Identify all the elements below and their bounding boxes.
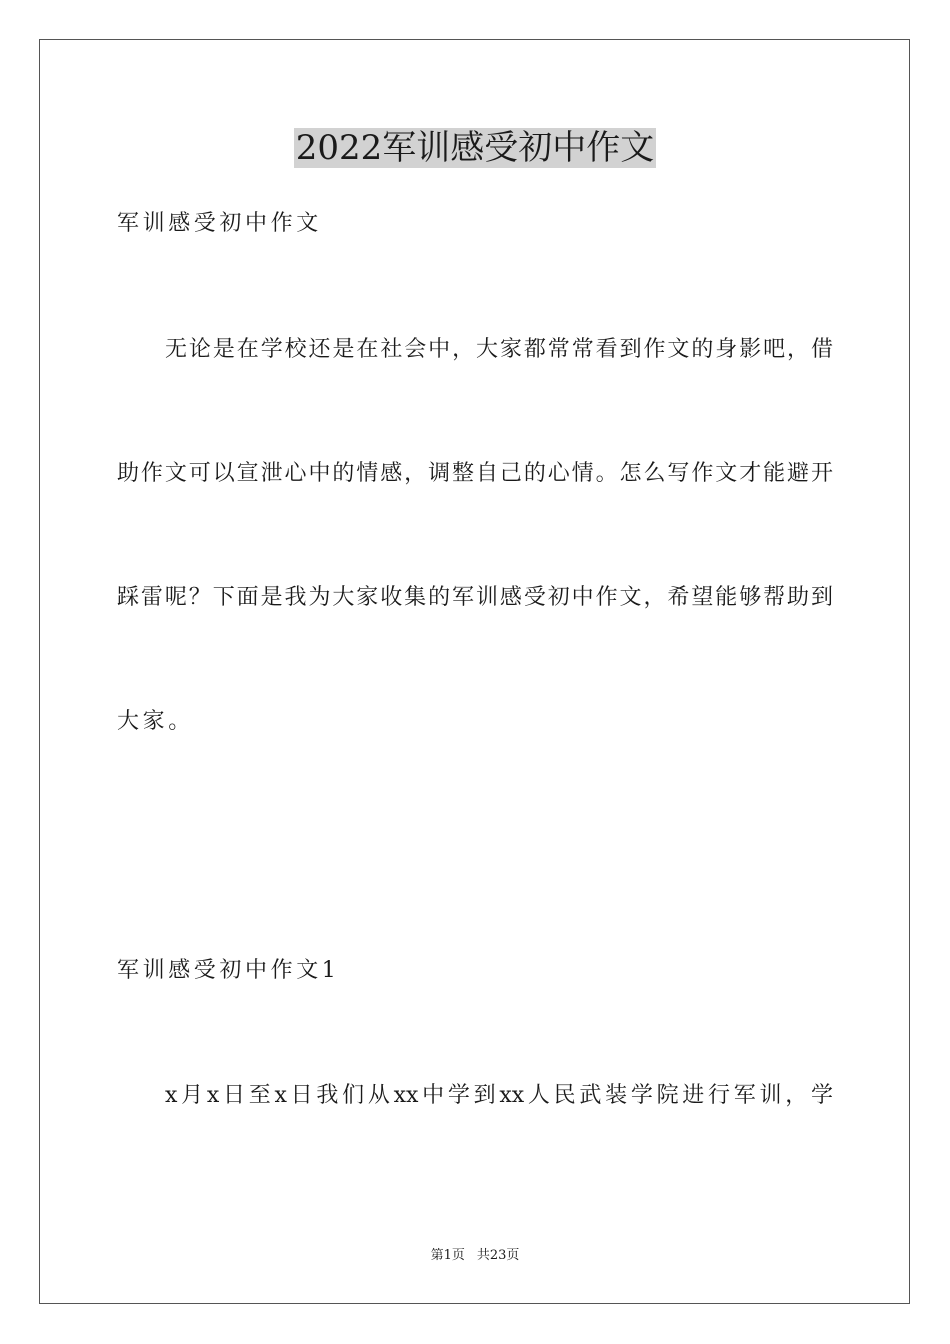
title-container (0, 128, 950, 168)
document-subtitle: 军训感受初中作文 (117, 211, 322, 236)
section-heading: 军训感受初中作文1 (117, 958, 340, 983)
intro-line-1: 无论是在学校还是在社会中，大家都常常看到作文的身影吧，借 (165, 337, 833, 362)
document-title: 2022军训感受初中作文 (295, 128, 655, 168)
page-number: 第1页 (430, 1248, 465, 1263)
page-footer (0, 1248, 950, 1264)
page-total: 共23页 (476, 1248, 520, 1263)
intro-line-3: 踩雷呢？下面是我为大家收集的军训感受初中作文，希望能够帮助到 (117, 585, 833, 610)
section-first-line: x月x日至x日我们从xx中学到xx人民武装学院进行军训，学 (165, 1083, 833, 1108)
intro-line-4: 大家。 (117, 709, 194, 734)
intro-line-2: 助作文可以宣泄心中的情感，调整自己的心情。怎么写作文才能避开 (117, 461, 833, 486)
